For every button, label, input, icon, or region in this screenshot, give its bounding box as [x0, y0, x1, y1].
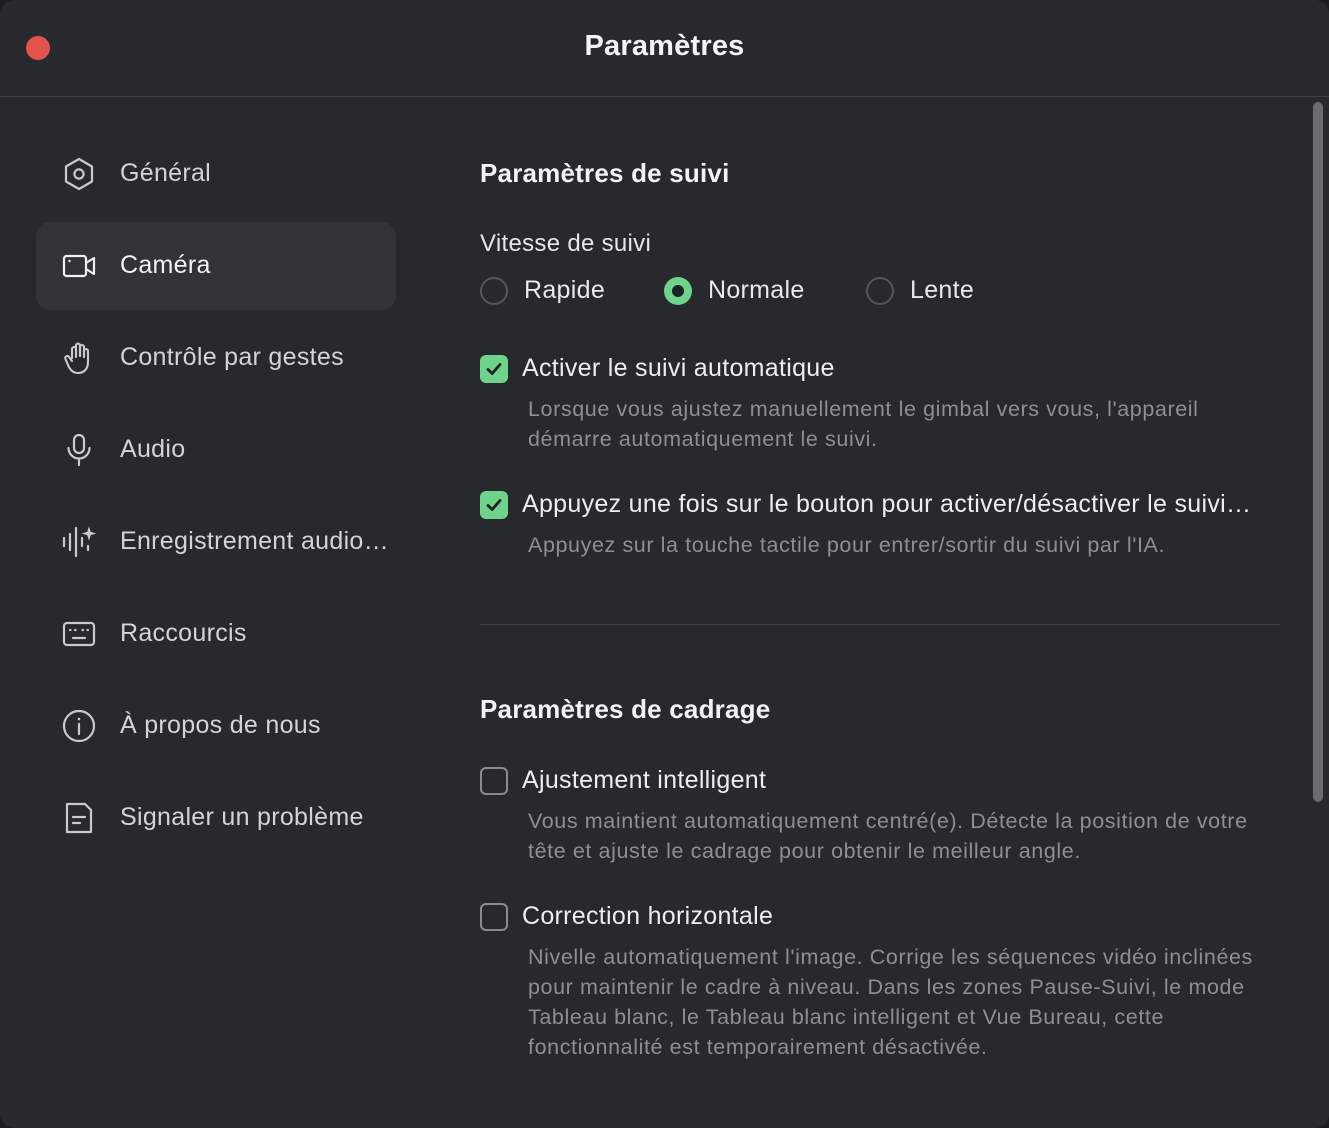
sidebar-item-label: Contrôle par gestes: [120, 343, 344, 371]
radio-label: Rapide: [524, 276, 606, 304]
window-title: Paramètres: [584, 30, 745, 62]
sidebar-item-audio-recording[interactable]: [36, 498, 396, 586]
auto-tracking-checkbox[interactable]: [480, 355, 508, 383]
sidebar-item-label: Raccourcis: [120, 619, 247, 647]
checkmark-icon: [484, 495, 504, 515]
sidebar-item-camera[interactable]: [36, 222, 396, 310]
smart-adjust-checkbox-row[interactable]: [480, 766, 766, 795]
microphone-icon: [60, 432, 98, 468]
speed-radio-fast[interactable]: [480, 276, 605, 305]
scrollbar[interactable]: [1311, 100, 1325, 1128]
radio-label: Normale: [708, 276, 805, 304]
press-once-label: Appuyez une fois sur le bouton pour activer/désactiver le suivi…: [522, 490, 1252, 518]
camera-icon: [60, 248, 98, 284]
tracking-speed-label: Vitesse de suivi: [480, 230, 652, 257]
auto-tracking-description: Lorsque vous ajustez manuellement le gimbal vers vous, l'appareil démarre automatiquement le suivi.: [528, 397, 1199, 451]
framing-section-title: Paramètres de cadrage: [480, 694, 771, 724]
sidebar-item-report-problem[interactable]: [36, 774, 396, 862]
sidebar-item-label: Signaler un problème: [120, 803, 364, 831]
checkmark-icon: [484, 359, 504, 379]
speed-radio-normal[interactable]: [664, 276, 805, 305]
radio-label: Lente: [910, 276, 975, 304]
hand-icon: [60, 340, 98, 376]
section-divider: [480, 624, 1280, 625]
sidebar-item-general[interactable]: [36, 130, 396, 218]
horizontal-correction-description: Nivelle automatiquement l'image. Corrige les séquences vidéo inclinées pour maintenir le cadre à niveau. Dans les zones Pause-Suivi, le mode Tableau blanc, le Tableau blanc intelligent et Vue Bureau, cette fonctionnalité est temporairement désactivée.: [528, 945, 1253, 1059]
press-once-checkbox-row[interactable]: [480, 490, 1251, 519]
smart-adjust-description: Vous maintient automatiquement centré(e). Détecte la position de votre tête et ajuste le cadrage pour obtenir le meilleur angle.: [528, 809, 1248, 863]
scrollbar-thumb[interactable]: [1313, 102, 1323, 802]
sidebar: [36, 130, 396, 866]
auto-tracking-checkbox-row[interactable]: [480, 354, 835, 383]
horizontal-correction-label: Correction horizontale: [522, 902, 774, 930]
horizontal-correction-checkbox-row[interactable]: [480, 902, 773, 931]
sidebar-item-gesture-control[interactable]: [36, 314, 396, 402]
info-icon: [60, 708, 98, 744]
smart-adjust-checkbox[interactable]: [480, 767, 508, 795]
sidebar-item-label: À propos de nous: [120, 711, 321, 739]
press-once-checkbox[interactable]: [480, 491, 508, 519]
sidebar-item-label: Caméra: [120, 251, 211, 279]
smart-adjust-label: Ajustement intelligent: [522, 766, 767, 794]
tracking-section-title: Paramètres de suivi: [480, 158, 730, 188]
audio-wave-sparkle-icon: [60, 524, 98, 560]
press-once-description: Appuyez sur la touche tactile pour entrer/sortir du suivi par l'IA.: [528, 533, 1166, 557]
radio-circle: [480, 277, 508, 305]
radio-circle: [866, 277, 894, 305]
sidebar-item-label: Audio: [120, 435, 186, 463]
radio-circle-selected: [664, 277, 692, 305]
settings-content: [480, 96, 1280, 1128]
sidebar-item-about[interactable]: [36, 682, 396, 770]
sidebar-item-audio[interactable]: [36, 406, 396, 494]
document-icon: [60, 800, 98, 836]
hexagon-settings-icon: [60, 156, 98, 192]
sidebar-item-label: Enregistrement audio…: [120, 527, 389, 555]
keyboard-icon: [60, 616, 98, 652]
horizontal-correction-checkbox[interactable]: [480, 903, 508, 931]
speed-radio-slow[interactable]: [866, 276, 974, 305]
auto-tracking-label: Activer le suivi automatique: [522, 354, 835, 382]
title-bar: [0, 0, 1329, 97]
sidebar-item-shortcuts[interactable]: [36, 590, 396, 678]
sidebar-item-label: Général: [120, 159, 212, 187]
